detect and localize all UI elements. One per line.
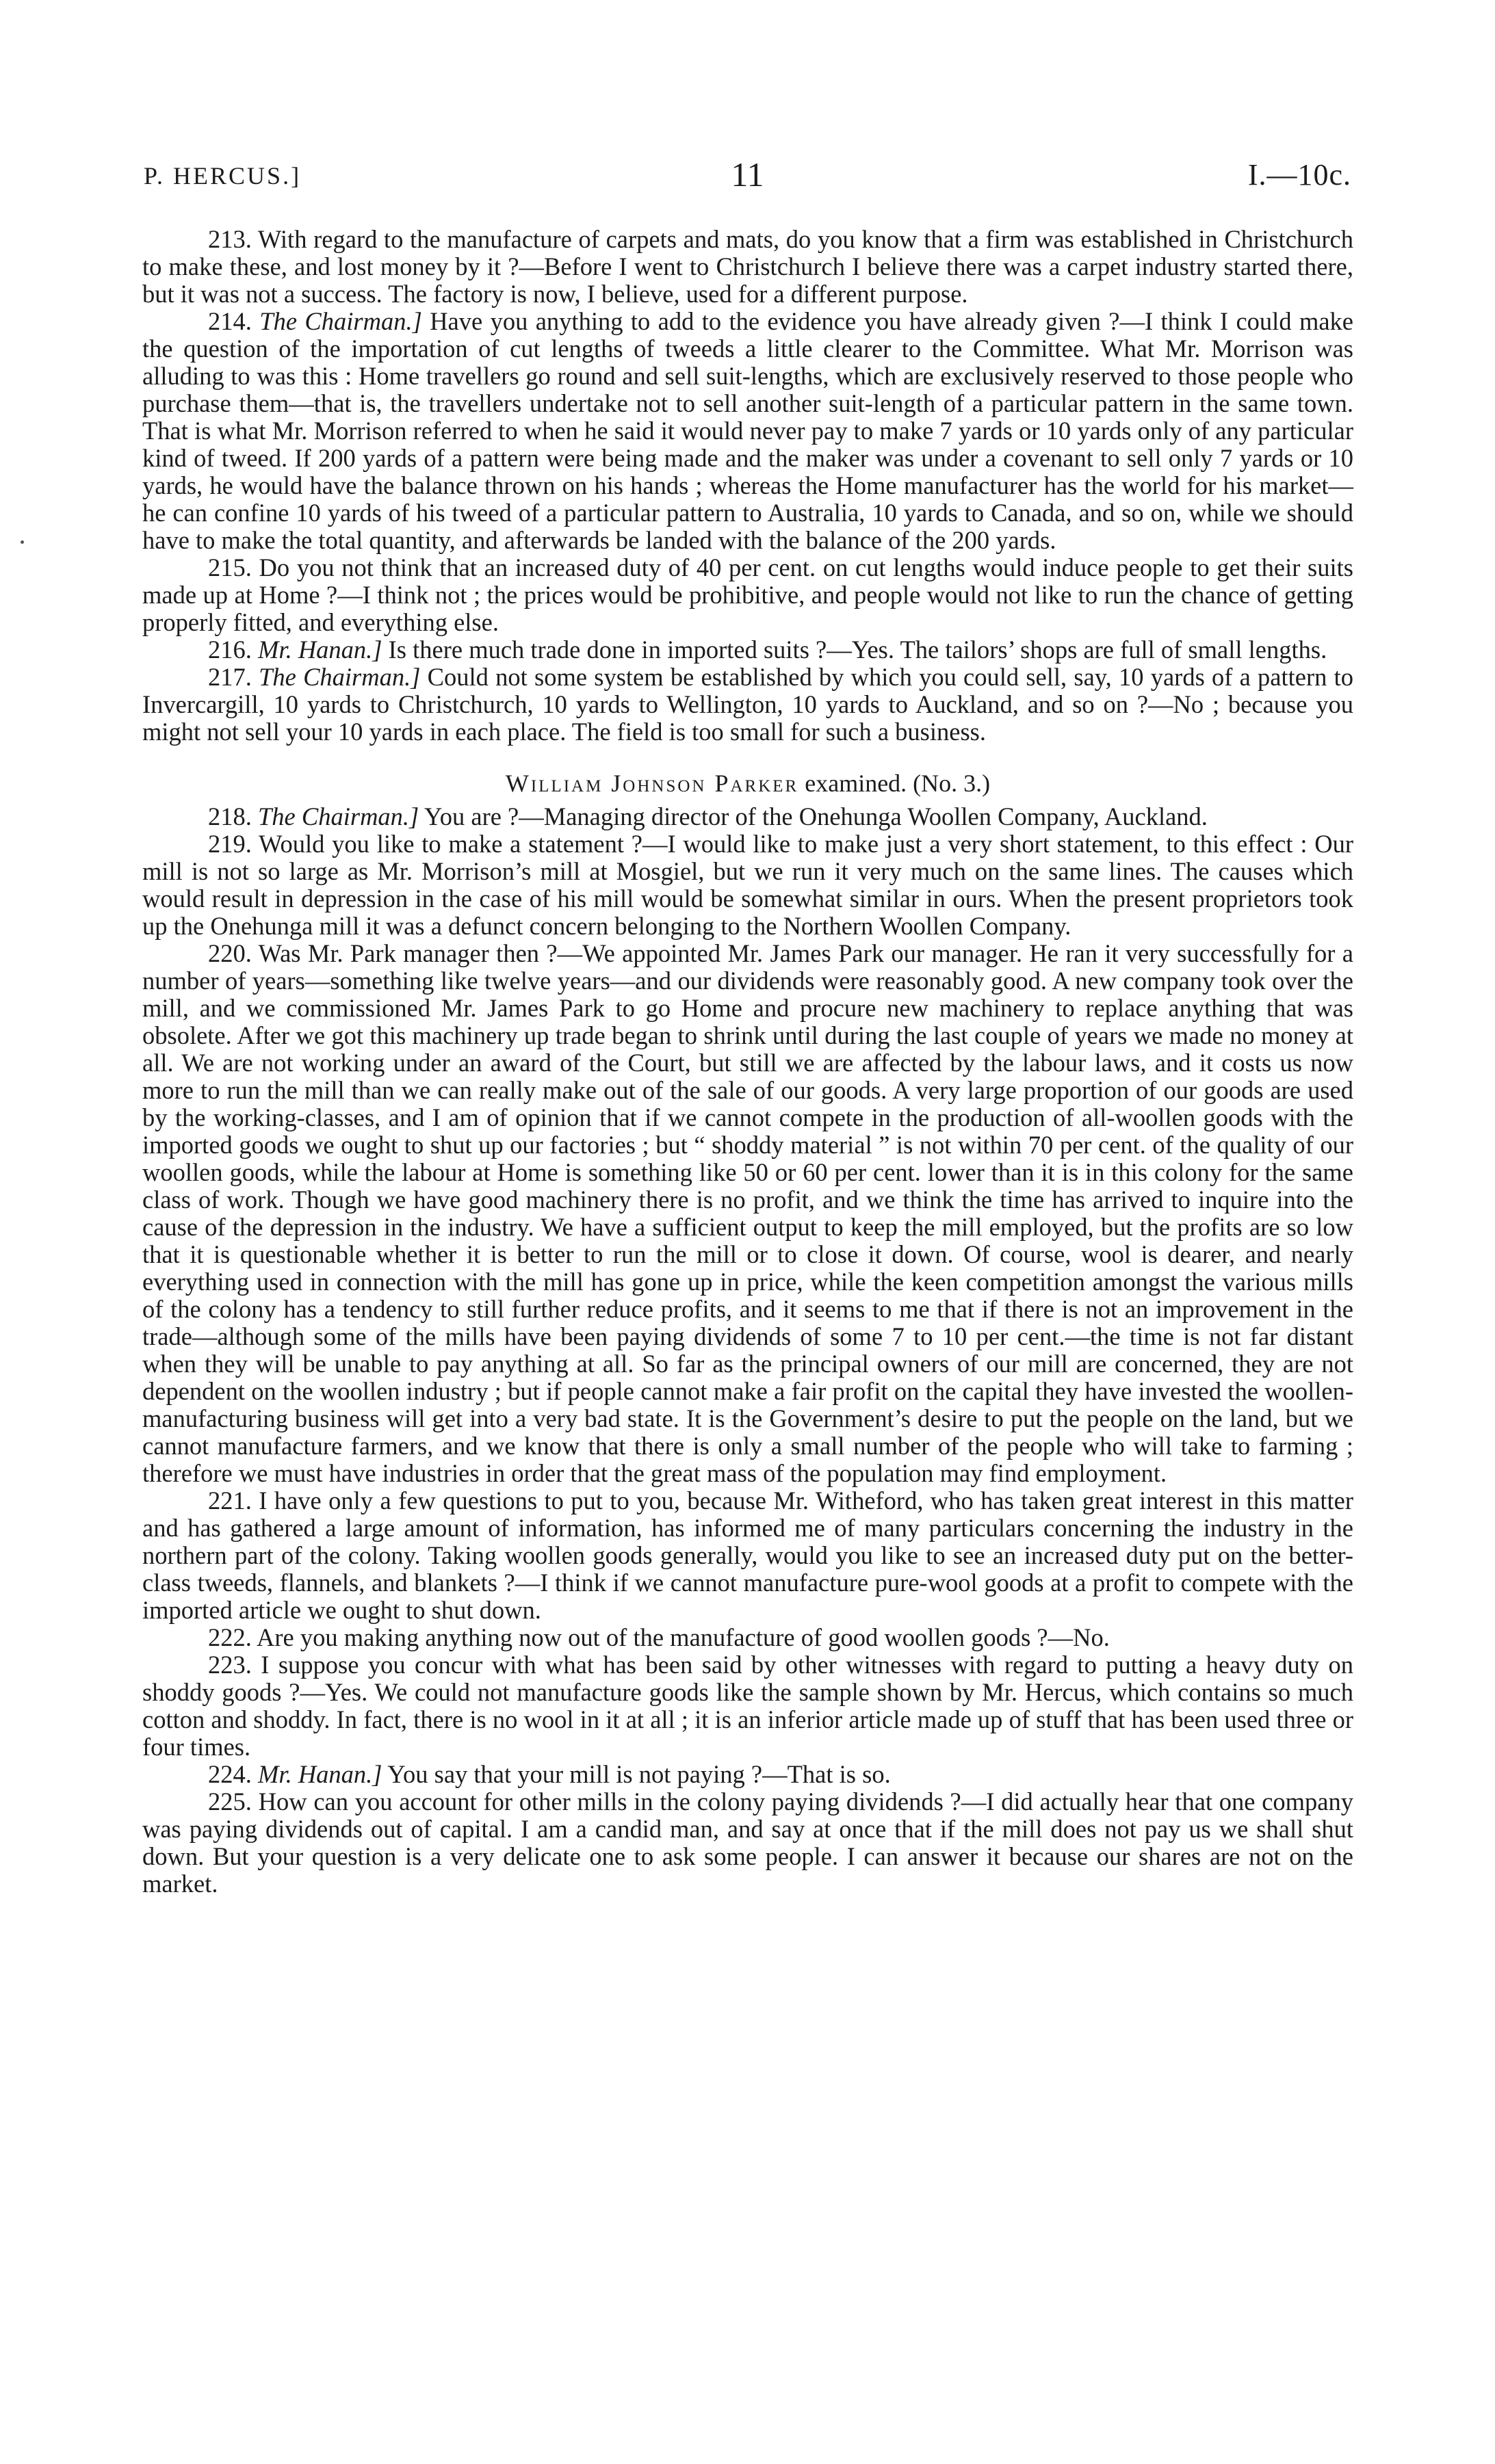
question-220 bbox=[142, 940, 1353, 1487]
question-217 bbox=[142, 664, 1353, 746]
question-number: 216. bbox=[208, 635, 252, 664]
question-text: Have you anything to add to the evidence you have already given ?—I think I could make the question of the importation of cut lengths of tweeds a little clearer to the Committee. What Mr. Morrison was alluding to was this : Home travellers go round and sell suit-lengths, which are exclusively reserved to those people who purchase them—that is, the travellers undertake not to sell another suit-length of a particular pattern in the same town. That is what Mr. Morrison referred to when he said it would never pay to make 7 yards or 10 yards only of any particular kind of tweed. If 200 yards of a pattern were being made and the maker was under a covenant to sell only 7 yards or 10 yards, he would have the balance thrown on his hands ; whereas the Home manufacturer has the world for his market—he can confine 10 yards of his tweed of a particular pattern to Australia, 10 yards to Canada, and so on, while we should have to make the total quantity, and afterwards be landed with the balance of the 200 yards. bbox=[142, 307, 1353, 554]
question-number: 213. bbox=[208, 225, 252, 253]
question-text: Could not some system be established by which you could sell, say, 10 yards of a pattern to Invercargill, 10 yards to Christchurch, 10 yards to Wellington, 10 yards to Auckland, and so on ?—No ; because you might not sell your 10 yards in each place. The field is too small for such a business. bbox=[142, 663, 1353, 746]
question-214 bbox=[142, 308, 1353, 554]
question-215 bbox=[142, 554, 1353, 636]
question-number: 219. bbox=[208, 830, 252, 858]
question-216 bbox=[142, 636, 1353, 664]
question-text: Do you not think that an increased duty of 40 per cent. on cut lengths would induce people to get their suits made up at Home ?—I think not ; the prices would be prohibitive, and people would not like to run the chance of getting properly fitted, and everything else. bbox=[142, 553, 1353, 636]
question-222 bbox=[142, 1624, 1353, 1651]
question-text: Is there much trade done in imported suits ?—Yes. The tailors’ shops are full of small lengths. bbox=[388, 635, 1327, 664]
question-218 bbox=[142, 803, 1353, 830]
header-witness-name: P. HERCUS.] bbox=[144, 162, 302, 189]
speaker: Mr. Hanan.] bbox=[258, 635, 382, 664]
question-number: 214. bbox=[208, 307, 252, 335]
question-number: 224. bbox=[208, 1760, 252, 1788]
question-224 bbox=[142, 1761, 1353, 1788]
question-text: You are ?—Managing director of the Onehunga Woollen Company, Auckland. bbox=[424, 802, 1208, 830]
question-text: Would you like to make a statement ?—I would like to make just a very short statement, to this effect : Our mill is not so large as Mr. Morrison’s mill at Mosgiel, but we run it very much on the same lines. The causes which would result in depression in the case of his mill would be somewhat similar in ours. When the present proprietors took up the Onehunga mill it was a defunct concern belonging to the Northern Woollen Company. bbox=[142, 830, 1353, 940]
question-number: 217. bbox=[208, 663, 252, 691]
question-text: How can you account for other mills in the colony paying dividends ?—I did actually hear that one company was paying dividends out of capital. I am a candid man, and say at once that if the mill does not pay us we shall shut down. But your question is a very delicate one to ask some people. I can answer it because our shares are not on the market. bbox=[142, 1787, 1354, 1898]
scan-blemish bbox=[21, 540, 24, 544]
question-223 bbox=[142, 1651, 1353, 1761]
question-number: 223. bbox=[208, 1651, 252, 1679]
question-text: Are you making anything now out of the manufacture of good woollen goods ?—No. bbox=[257, 1623, 1110, 1651]
question-219 bbox=[142, 830, 1353, 940]
question-number: 218. bbox=[208, 802, 252, 830]
page-header bbox=[144, 155, 1351, 202]
question-text: I have only a few questions to put to you, because Mr. Witheford, who has taken great interest in this matter and has gathered a large amount of information, has informed me of many particulars concerning the industry in the northern part of the colony. Taking woollen goods generally, would you like to see an increased duty put on the better-class tweeds, flannels, and blankets ?—I think if we cannot manufacture pure-wool goods at a profit to compete with the imported article we ought to shut down. bbox=[142, 1486, 1354, 1624]
page-number: 11 bbox=[731, 155, 764, 194]
witness-heading-suffix: examined. (No. 3.) bbox=[805, 770, 991, 797]
witness-heading bbox=[142, 769, 1353, 798]
witness-name: William Johnson Parker bbox=[505, 770, 799, 797]
question-213 bbox=[142, 226, 1353, 308]
speaker: Mr. Hanan.] bbox=[258, 1760, 382, 1788]
question-text: I suppose you concur with what has been said by other witnesses with regard to putting a heavy duty on shoddy goods ?—Yes. We could not manufacture goods like the sample shown by Mr. Hercus, which contains so much cotton and shoddy. In fact, there is no wool in it at all ; it is an inferior article made up of stuff that has been used three or four times. bbox=[142, 1651, 1353, 1761]
question-225 bbox=[142, 1788, 1353, 1898]
question-text: Was Mr. Park manager then ?—We appointed Mr. James Park our manager. He ran it very successfully for a number of years—something like twelve years—and our dividends were reasonably good. A new company took over the mill, and we commissioned Mr. James Park to go Home and procure new machinery to replace anything that was obsolete. After we got this machinery up trade began to shrink until during the last couple of years we made no money at all. We are not working under an award of the Court, but still we are affected by the labour laws, and it costs us now more to run the mill than we can really make out of the sale of our goods. A very large proportion of our goods are used by the working-classes, and I am of opinion that if we cannot compete in the production of all-woollen goods with the imported goods we ought to shut up our factories ; but “ shoddy material ” is not within 70 per cent. of the quality of our woollen goods, while the labour at Home is something like 50 or 60 per cent. lower than it is in this colony for the same class of work. Though we have good machinery there is no profit, and we think the time has arrived to inquire into the cause of the depression in the industry. We have a sufficient output to keep the mill employed, but the profits are so low that it is questionable whether it is better to run the mill or to close it down. Of course, wool is dearer, and nearly everything used in connection with the mill has gone up in price, while the keen competition amongst the various mills of the colony has a tendency to still further reduce profits, and it seems to me that if there is not an improvement in the trade—although some of the mills have been paying dividends of some 7 to 10 per cent.—the time is not far distant when they will be unable to pay anything at all. So far as the principal owners of our mill are concerned, they are not dependent on the woollen industry ; but if people cannot make a fair profit on the capital they have invested the woollen-manufacturing business will get into a very bad state. It is the Government’s desire to put the people on the land, but we cannot manufacture farmers, and we know that there is only a small number of the people who will take to farming ; therefore we must have industries in order that the great mass of the population may find employment. bbox=[142, 939, 1354, 1487]
speaker: The Chairman.] bbox=[259, 663, 421, 691]
question-number: 215. bbox=[208, 553, 252, 581]
speaker: The Chairman.] bbox=[258, 802, 419, 830]
paper-reference: I.—10c. bbox=[1247, 158, 1351, 192]
question-number: 225. bbox=[208, 1787, 252, 1816]
question-number: 221. bbox=[208, 1486, 252, 1515]
speaker: The Chairman.] bbox=[259, 307, 422, 335]
question-text: You say that your mill is not paying ?—That is so. bbox=[387, 1760, 891, 1788]
question-number: 222. bbox=[208, 1623, 252, 1651]
question-text: With regard to the manufacture of carpets and mats, do you know that a firm was established in Christchurch to make these, and lost money by it ?—Before I went to Christchurch I believe there was a carpet industry started there, but it was not a success. The factory is now, I believe, used for a different purpose. bbox=[142, 225, 1354, 308]
question-221 bbox=[142, 1487, 1353, 1624]
document-body bbox=[142, 226, 1353, 1898]
question-number: 220. bbox=[208, 939, 252, 967]
